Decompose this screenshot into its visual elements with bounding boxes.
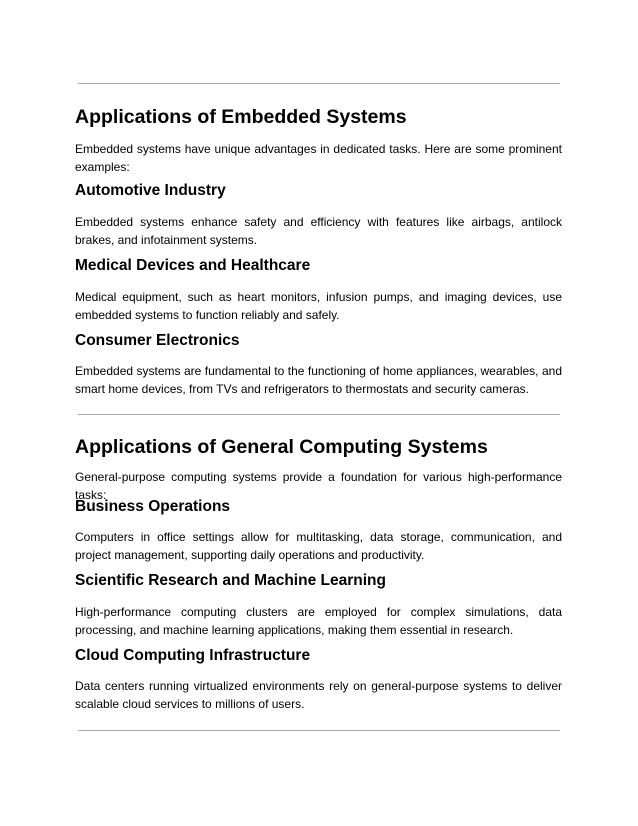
intro-paragraph: Embedded systems have unique advantages in dedicated tasks. Here are some prominent examples: bbox=[75, 142, 562, 174]
paragraph-cloud bbox=[75, 678, 562, 713]
paragraph-medical bbox=[75, 289, 562, 324]
subheading-medical: Medical Devices and Healthcare bbox=[75, 257, 311, 274]
subheading-business: Business Operations bbox=[75, 498, 231, 515]
horizontal-divider bbox=[78, 414, 560, 415]
body-text: Data centers running virtualized environments rely on general-purpose systems to deliver scalable cloud services to millions of users. bbox=[75, 679, 562, 711]
section-title bbox=[75, 105, 562, 129]
page-heading-embedded: Applications of Embedded Systems bbox=[75, 106, 407, 128]
subheading-consumer: Consumer Electronics bbox=[75, 332, 240, 349]
subheading-cloud: Cloud Computing Infrastructure bbox=[75, 647, 311, 664]
body-text: Embedded systems enhance safety and efficiency with features like airbags, antilock brakes, and infotainment systems. bbox=[75, 215, 562, 247]
body-text: High-performance computing clusters are employed for complex simulations, data processing, and machine learning applications, making them essential in research. bbox=[75, 605, 562, 637]
horizontal-divider bbox=[78, 83, 560, 84]
subsection-consumer bbox=[75, 331, 562, 351]
body-text: Computers in office settings allow for multitasking, data storage, communication, and project management, supporting daily operations and productivity. bbox=[75, 530, 562, 562]
subsection-research bbox=[75, 571, 562, 591]
subsection-medical bbox=[75, 256, 562, 276]
page-heading-general: Applications of General Computing Systems bbox=[75, 436, 488, 458]
section-intro bbox=[75, 141, 562, 176]
paragraph-research bbox=[75, 604, 562, 639]
subsection-cloud bbox=[75, 646, 562, 666]
subsection-business bbox=[75, 497, 562, 517]
paragraph-consumer bbox=[75, 363, 562, 398]
subheading-research: Scientific Research and Machine Learning bbox=[75, 572, 386, 589]
horizontal-divider bbox=[78, 730, 560, 731]
subheading-automotive: Automotive Industry bbox=[75, 182, 226, 199]
section-title bbox=[75, 435, 562, 459]
intro-paragraph: General-purpose computing systems provide a foundation for various high-performance tasks: bbox=[75, 470, 562, 502]
subsection-automotive bbox=[75, 181, 562, 201]
paragraph-business bbox=[75, 529, 562, 564]
body-text: Medical equipment, such as heart monitors, infusion pumps, and imaging devices, use embedded systems to function reliably and safely. bbox=[75, 290, 562, 322]
body-text: Embedded systems are fundamental to the functioning of home appliances, wearables, and smart home devices, from TVs and refrigerators to thermostats and security cameras. bbox=[75, 364, 562, 396]
paragraph-automotive bbox=[75, 214, 562, 249]
